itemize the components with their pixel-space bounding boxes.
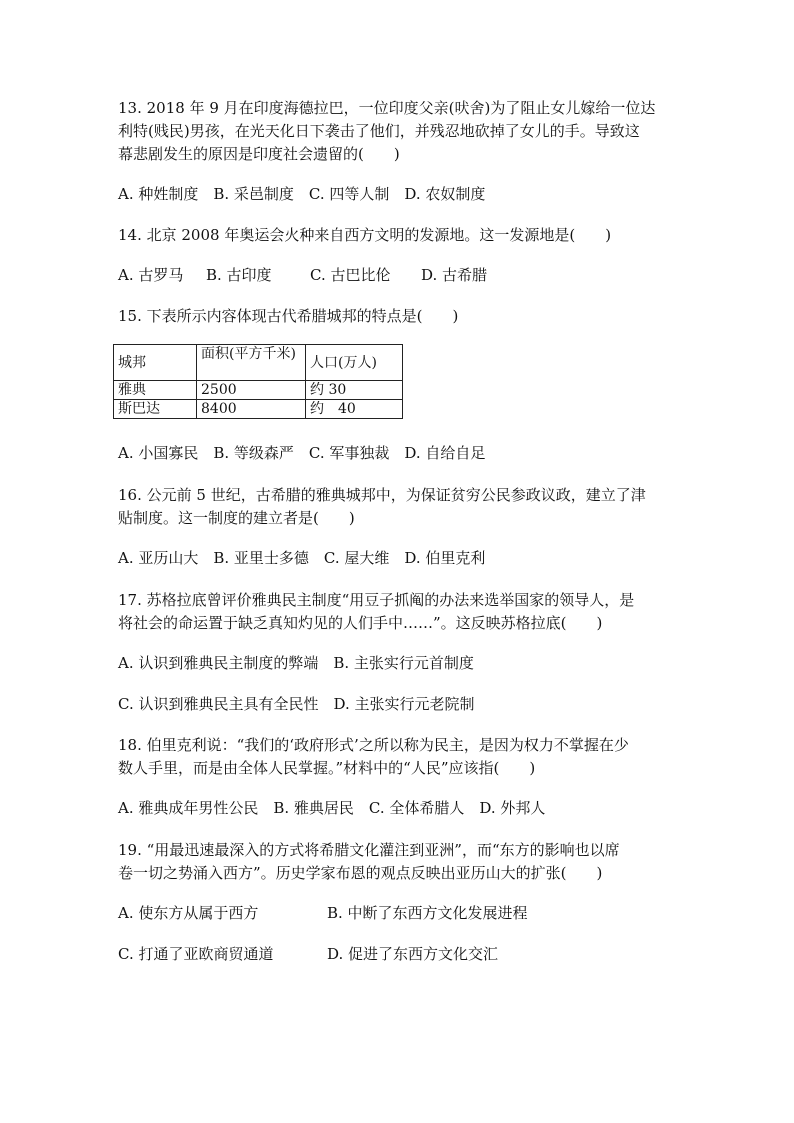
table-header-cell: 城邦: [114, 345, 197, 381]
q15-options: A. 小国寡民 B. 等级森严 C. 军事独裁 D. 自给自足: [118, 444, 486, 462]
q17-options-row2: C. 认识到雅典民主具有全民性 D. 主张实行元老院制: [118, 695, 475, 713]
table-row: [114, 381, 403, 400]
q18-text-line2: 数人手里，而是由全体人民掌握。”材料中的“人民”应该指( ): [118, 759, 536, 777]
q14-option-b: B. 古印度: [206, 266, 272, 284]
table-cell: 约 40: [306, 400, 403, 419]
q17-options-row1: A. 认识到雅典民主制度的弊端 B. 主张实行元首制度: [118, 654, 474, 672]
q18-options: A. 雅典成年男性公民 B. 雅典居民 C. 全体希腊人 D. 外邦人: [118, 799, 546, 817]
q18-text-line1: 18. 伯里克利说：“我们的‘政府形式’之所以称为民主，是因为权力不掌握在少: [118, 736, 629, 754]
table-cell: 斯巴达: [114, 400, 197, 419]
q14-option-d: D. 古希腊: [421, 266, 488, 284]
q19-option-c: C. 打通了亚欧商贸通道: [118, 945, 274, 963]
q19-option-d: D. 促进了东西方文化交汇: [327, 945, 499, 963]
q17-text-line2: 将社会的命运置于缺乏真知灼见的人们手中……”。这反映苏格拉底( ): [118, 614, 603, 632]
q13-text-line3: 幕悲剧发生的原因是印度社会遗留的( ): [118, 145, 400, 163]
q19-option-b: B. 中断了东西方文化发展进程: [327, 904, 528, 922]
table-cell: 2500: [197, 381, 306, 400]
q19-text-line1: 19. “用最迅速最深入的方式将希腊文化灌注到亚洲”，而“东方的影响也以席: [118, 841, 620, 859]
table-header-row: [114, 345, 403, 381]
q19-text-line2: 卷一切之势涌入西方”。历史学家布恩的观点反映出亚历山大的扩张( ): [118, 864, 603, 882]
q13-options: A. 种姓制度 B. 采邑制度 C. 四等人制 D. 农奴制度: [118, 185, 486, 203]
q16-options: A. 亚历山大 B. 亚里士多德 C. 屋大维 D. 伯里克利: [118, 549, 486, 567]
table-header-cell: 人口(万人): [306, 345, 403, 381]
q14-option-a: A. 古罗马: [118, 266, 184, 284]
table-cell: 8400: [197, 400, 306, 419]
table-header-cell: 面积(平方千米): [197, 345, 306, 381]
q19-option-a: A. 使东方从属于西方: [118, 904, 259, 922]
q14-text: 14. 北京 2008 年奥运会火种来自西方文明的发源地。这一发源地是( ): [118, 226, 612, 244]
q16-text-line1: 16. 公元前 5 世纪，古希腊的雅典城邦中，为保证贫穷公民参政议政，建立了津: [118, 486, 646, 504]
q17-text-line1: 17. 苏格拉底曾评价雅典民主制度“用豆子抓阄的办法来选举国家的领导人，是: [118, 591, 635, 609]
q13-text-line1: 13. 2018 年 9 月在印度海德拉巴，一位印度父亲(吠舍)为了阻止女儿嫁给一位达: [118, 99, 656, 117]
q13-text-line2: 利特(贱民)男孩，在光天化日下袭击了他们，并残忍地砍掉了女儿的手。导致这: [118, 122, 640, 140]
table-cell: 雅典: [114, 381, 197, 400]
table-cell: 约 30: [306, 381, 403, 400]
q14-option-c: C. 古巴比伦: [310, 266, 391, 284]
q16-text-line2: 贴制度。这一制度的建立者是( ): [118, 509, 355, 527]
table-row: [114, 400, 403, 419]
q15-text: 15. 下表所示内容体现古代希腊城邦的特点是( ): [118, 307, 459, 325]
city-state-table: [113, 344, 403, 419]
